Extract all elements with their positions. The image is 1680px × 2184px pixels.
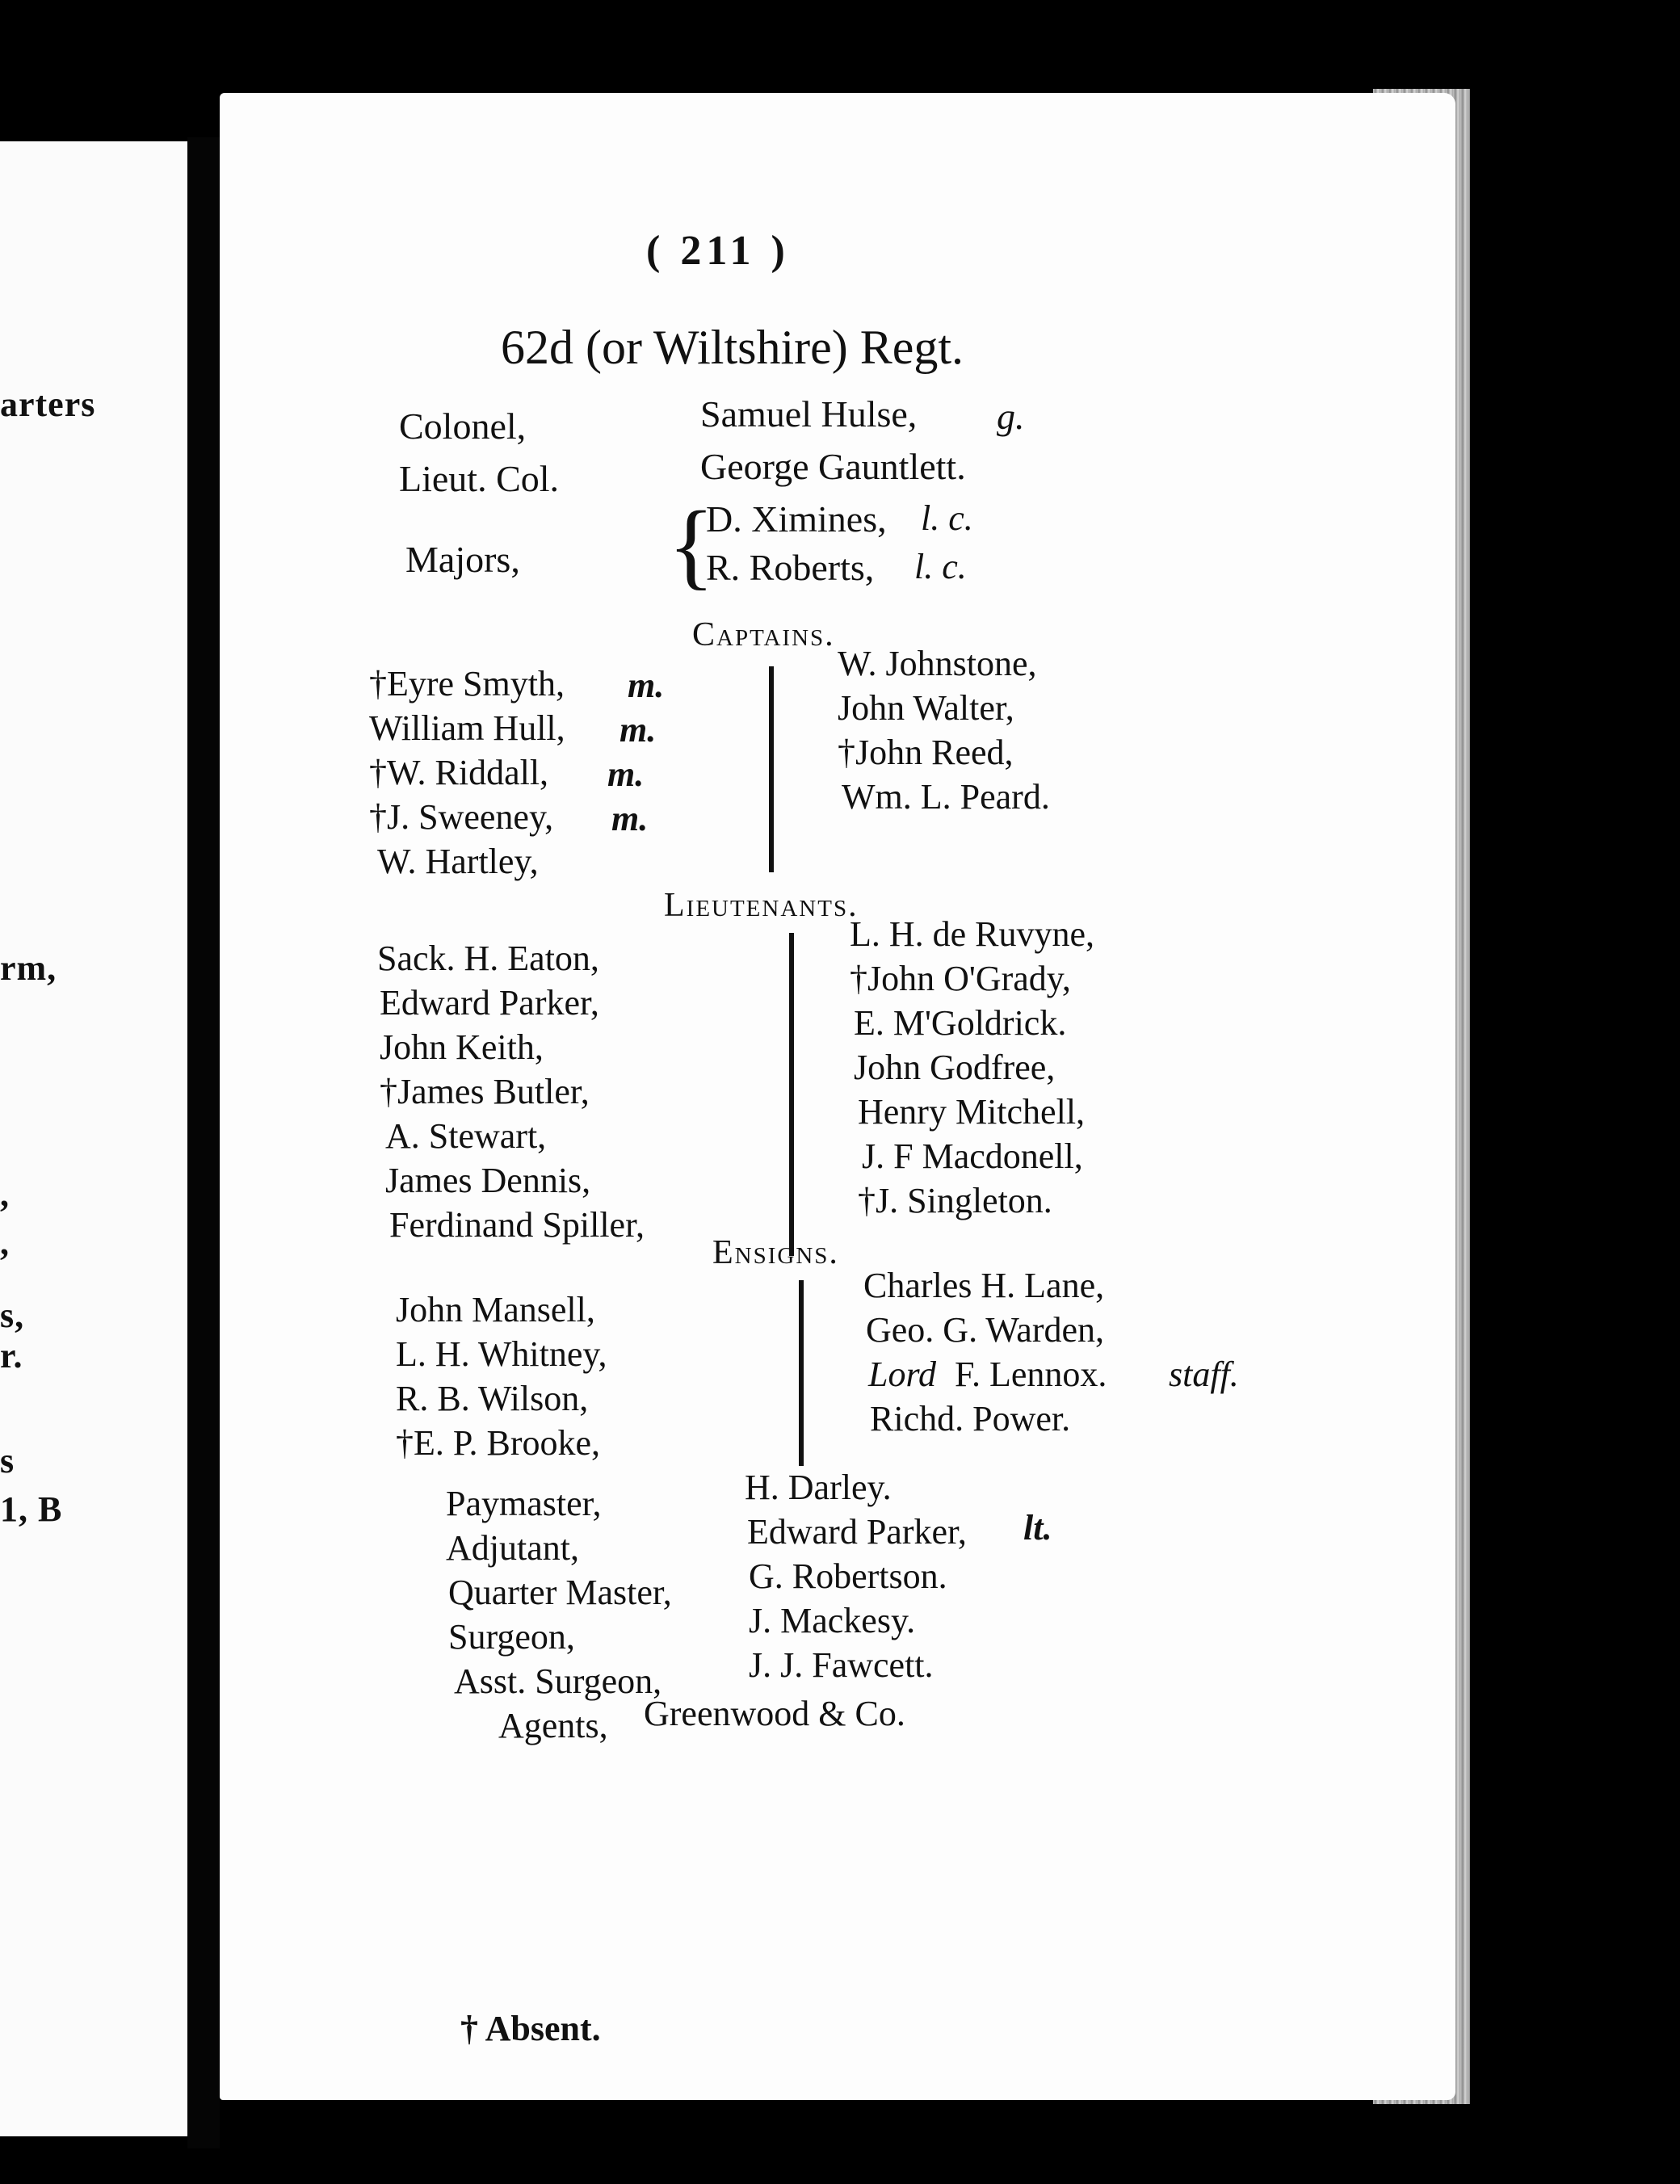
column-divider [789,933,794,1256]
column-divider [769,666,774,872]
left-fragment: , [0,1174,10,1214]
captain-name: †Eyre Smyth, [369,664,565,704]
ensign-name: John Mansell, [396,1290,595,1329]
book-gutter [187,137,220,2148]
page-number: ( 211 ) [646,228,790,274]
staff-label: Paymaster, [446,1484,602,1523]
staff-label: Quarter Master, [448,1573,672,1612]
left-fragment: s [0,1441,15,1480]
lieut-col-name: George Gauntlett. [700,446,966,487]
ensign-name: L. H. Whitney, [396,1334,607,1374]
staff-name: G. Robertson. [749,1556,947,1596]
lieutenant-name: Edward Parker, [380,983,599,1023]
right-page [220,93,1455,2100]
staff-name: J. Mackesy. [749,1601,916,1640]
captain-name: W. Johnstone, [838,644,1037,683]
ensign-name: R. B. Wilson, [396,1379,589,1418]
agents-label: Agents, [498,1706,608,1745]
major-note: l. c. [921,498,973,538]
lieutenant-name: John Keith, [380,1027,544,1067]
captain-note: m. [620,710,657,750]
ensign-name: †E. P. Brooke, [396,1423,600,1463]
footnote-absent: † Absent. [460,2009,601,2048]
major-name: D. Ximines, [706,498,887,540]
major-note: l. c. [914,547,967,586]
major-name: R. Roberts, [706,547,875,588]
captain-name: †W. Riddall, [369,753,549,792]
captain-name: William Hull, [369,708,565,748]
ensigns-heading: Ensigns. [712,1234,839,1271]
majors-label: Majors, [405,539,520,580]
lieutenant-name: Ferdinand Spiller, [389,1205,645,1245]
captains-heading: Captains. [692,616,835,653]
left-page [0,141,187,2136]
captain-name: W. Hartley, [377,842,539,881]
left-fragment: arters [0,384,96,424]
ensign-note: staff. [1169,1354,1239,1394]
captain-name: †J. Sweeney, [369,797,554,837]
left-fragment: rm, [0,948,57,988]
page-title: 62d (or Wiltshire) Regt. [501,321,964,374]
lieutenant-name: †J. Singleton. [858,1181,1052,1220]
lieutenant-name: J. F Macdonell, [862,1136,1083,1176]
colonel-label: Colonel, [399,405,527,447]
lieutenant-name: †James Butler, [380,1072,590,1111]
colonel-note: g. [997,396,1025,437]
captain-note: m. [628,666,665,705]
agents-name: Greenwood & Co. [644,1694,905,1733]
lieutenant-name: L. H. de Ruvyne, [850,914,1095,954]
captain-note: m. [611,799,649,838]
ensign-title: Lord [868,1354,936,1394]
staff-note: lt. [1023,1508,1052,1548]
left-fragment: s, [0,1296,25,1335]
ensign-name: Charles H. Lane, [863,1266,1105,1305]
lieutenant-name: John Godfree, [854,1048,1056,1087]
staff-name: Edward Parker, [747,1512,967,1552]
captain-name: Wm. L. Peard. [842,777,1050,817]
left-fragment: 1, B [0,1489,63,1529]
lieutenant-name: †John O'Grady, [850,959,1071,998]
staff-label: Surgeon, [448,1617,575,1657]
captain-note: m. [607,754,645,794]
ensign-name: Richd. Power. [870,1399,1071,1438]
lieutenant-name: A. Stewart, [385,1116,547,1156]
lieut-col-label: Lieut. Col. [399,458,560,499]
staff-label: Adjutant, [446,1528,579,1568]
lieutenant-name: Henry Mitchell, [858,1092,1086,1132]
captain-name: †John Reed, [838,733,1014,772]
lieutenants-heading: Lieutenants. [664,887,859,924]
lieutenant-name: E. M'Goldrick. [854,1003,1067,1043]
left-fragment: r. [0,1336,23,1376]
staff-name: J. J. Fawcett. [749,1645,934,1685]
ensign-name: Geo. G. Warden, [866,1310,1105,1350]
column-divider [799,1280,804,1466]
lieutenant-name: James Dennis, [385,1161,591,1200]
majors-brace: { [668,491,715,598]
staff-name: H. Darley. [745,1468,892,1507]
ensign-name: F. Lennox. [955,1354,1107,1394]
staff-label: Asst. Surgeon, [454,1661,662,1701]
left-fragment: , [0,1223,10,1262]
captain-name: John Walter, [838,688,1014,728]
lieutenant-name: Sack. H. Eaton, [377,939,599,978]
colonel-name: Samuel Hulse, [700,393,918,435]
